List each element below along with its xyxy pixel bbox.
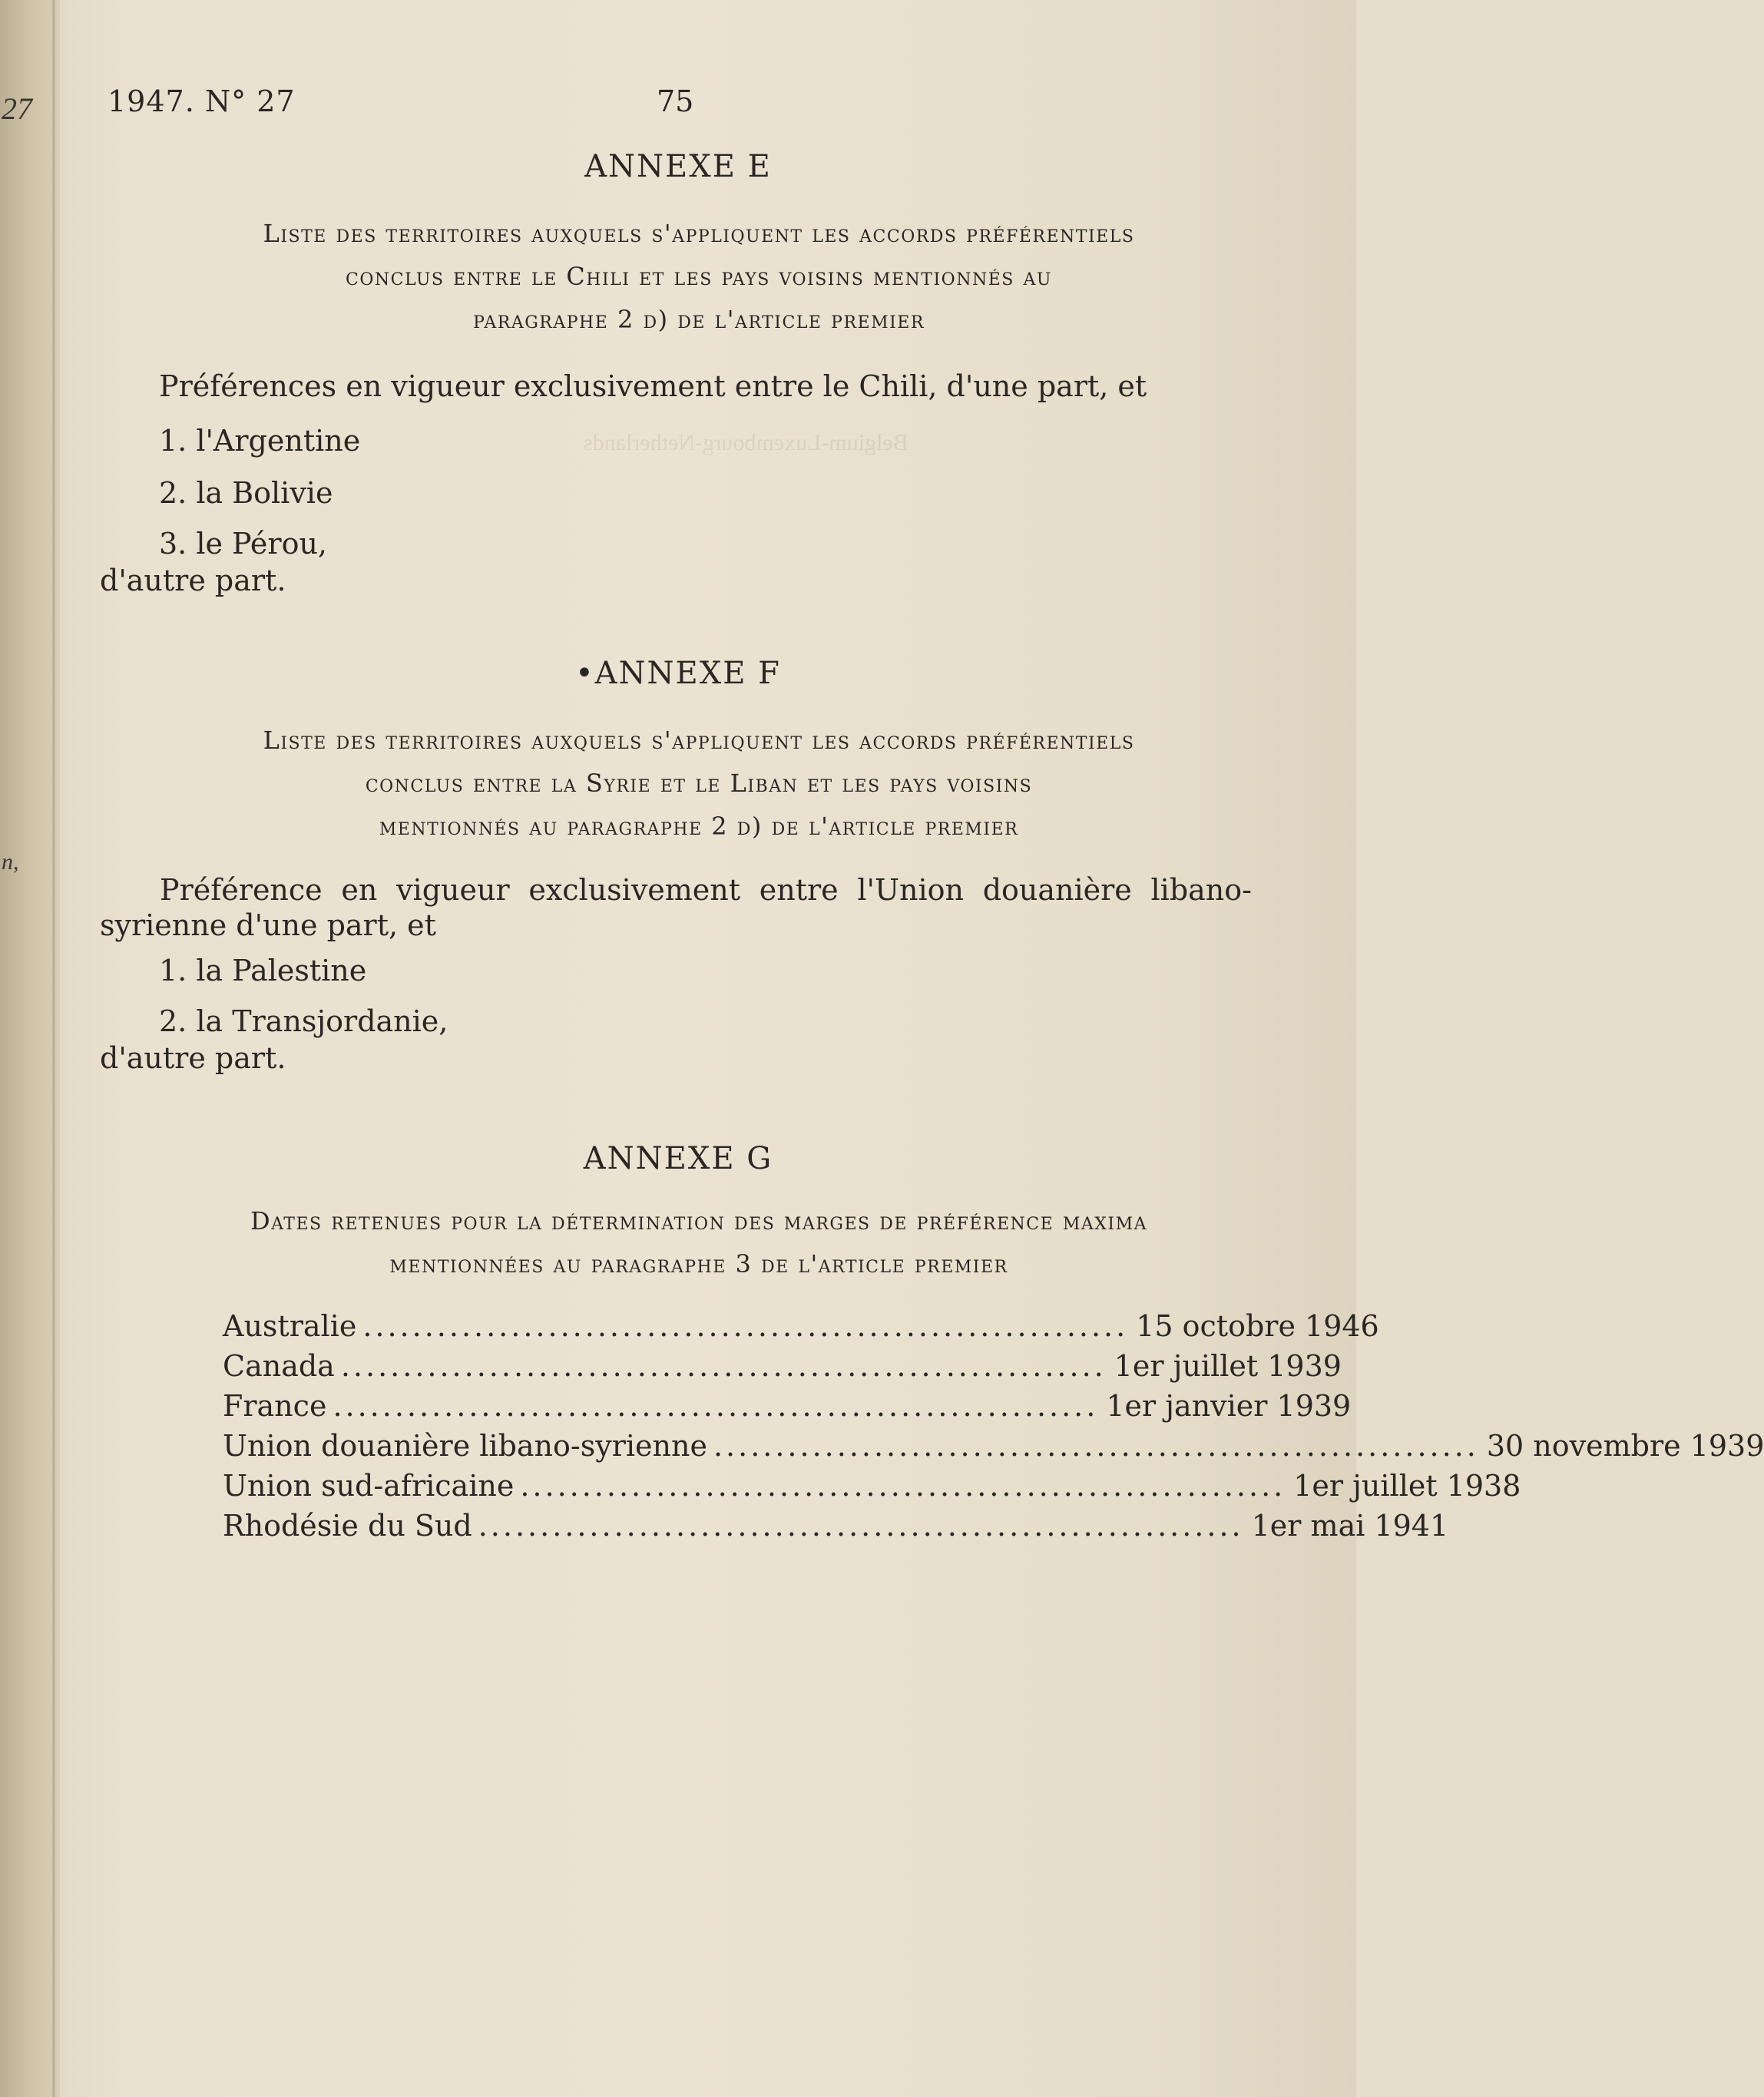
margin-mark: n, <box>2 849 19 875</box>
annex-e-item: 2. la Bolivie <box>159 476 333 510</box>
annex-f-title: •ANNEXE F <box>575 656 781 691</box>
annex-e-item: 3. le Pérou, <box>159 527 328 561</box>
table-row <box>223 1429 1764 1469</box>
annex-g-caption <box>134 1199 1263 1285</box>
leader-dots: .............................................................. <box>362 1309 1129 1343</box>
annex-f-caption <box>134 719 1263 848</box>
annex-f-item: 1. la Palestine <box>159 954 367 987</box>
binding-gutter <box>0 0 60 2097</box>
leader-dots: .............................................................. <box>520 1469 1286 1503</box>
caption-line: Liste des territoires auxquels s'appliquent les accords préférentiels <box>263 726 1135 755</box>
caption-line: Dates retenues pour la détermination des marges de préférence maxima <box>250 1206 1148 1235</box>
dates-table <box>223 1309 1764 1549</box>
territory-label: Rhodésie du Sud <box>223 1509 472 1543</box>
date-value: 1er janvier 1939 <box>1106 1389 1352 1423</box>
table-row <box>223 1469 1521 1509</box>
date-value: 1er juillet 1939 <box>1114 1349 1342 1383</box>
territory-label: Union douanière libano-syrienne <box>223 1429 707 1463</box>
caption-line: mentionnées au paragraphe 3 de l'article premier <box>389 1249 1008 1278</box>
caption-line: paragraphe 2 d) de l'article premier <box>473 305 925 334</box>
annex-f-intro <box>100 866 1252 949</box>
gutter-shadow <box>52 0 55 2097</box>
territory-label: Canada <box>223 1349 335 1383</box>
show-through-text: Belgium-Luxembourg-Netherlands <box>584 430 908 455</box>
date-value: 1er juillet 1938 <box>1293 1469 1521 1503</box>
page-number: 75 <box>657 84 694 118</box>
leader-dots: .............................................................. <box>713 1429 1479 1463</box>
annex-e-item: 1. l'Argentine <box>159 424 361 458</box>
annex-e-caption <box>134 212 1263 341</box>
caption-line: conclus entre la Syrie et le Liban et les pays voisins <box>365 769 1033 798</box>
territory-label: Australie <box>223 1309 357 1343</box>
territory-label: France <box>223 1389 327 1423</box>
running-header: 1947. N° 27 <box>108 84 296 118</box>
territory-label: Union sud-africaine <box>223 1469 515 1503</box>
leader-dots: .............................................................. <box>340 1349 1107 1383</box>
annex-f-item: 2. la Transjordanie, <box>159 1004 448 1038</box>
caption-line: mentionnés au paragraphe 2 d) de l'article premier <box>379 812 1019 841</box>
annex-f-closing: d'autre part. <box>100 1041 286 1075</box>
table-row <box>223 1509 1449 1549</box>
date-value: 30 novembre 1939 <box>1486 1429 1764 1463</box>
annex-e-title: ANNEXE E <box>584 149 772 184</box>
annex-f-intro-line: syrienne d'une part, et <box>100 908 436 942</box>
margin-page-number: 27 <box>2 91 32 126</box>
date-value: 1er mai 1941 <box>1251 1509 1449 1543</box>
annex-e-closing: d'autre part. <box>100 564 286 597</box>
table-row <box>223 1389 1352 1429</box>
table-row <box>223 1349 1342 1389</box>
annex-e-intro: Préférences en vigueur exclusivement entre le Chili, d'une part, et <box>159 369 1147 403</box>
leader-dots: .............................................................. <box>333 1389 1099 1423</box>
date-value: 15 octobre 1946 <box>1136 1309 1379 1343</box>
annex-f-intro-line: Préférence en vigueur exclusivement entre l'Union douanière libano- <box>160 873 1252 907</box>
caption-line: conclus entre le Chili et les pays voisins mentionnés au <box>346 262 1052 291</box>
annex-g-title: ANNEXE G <box>583 1141 773 1176</box>
caption-line: Liste des territoires auxquels s'appliquent les accords préférentiels <box>263 219 1135 248</box>
leader-dots: .............................................................. <box>478 1509 1244 1543</box>
table-row <box>223 1309 1379 1349</box>
